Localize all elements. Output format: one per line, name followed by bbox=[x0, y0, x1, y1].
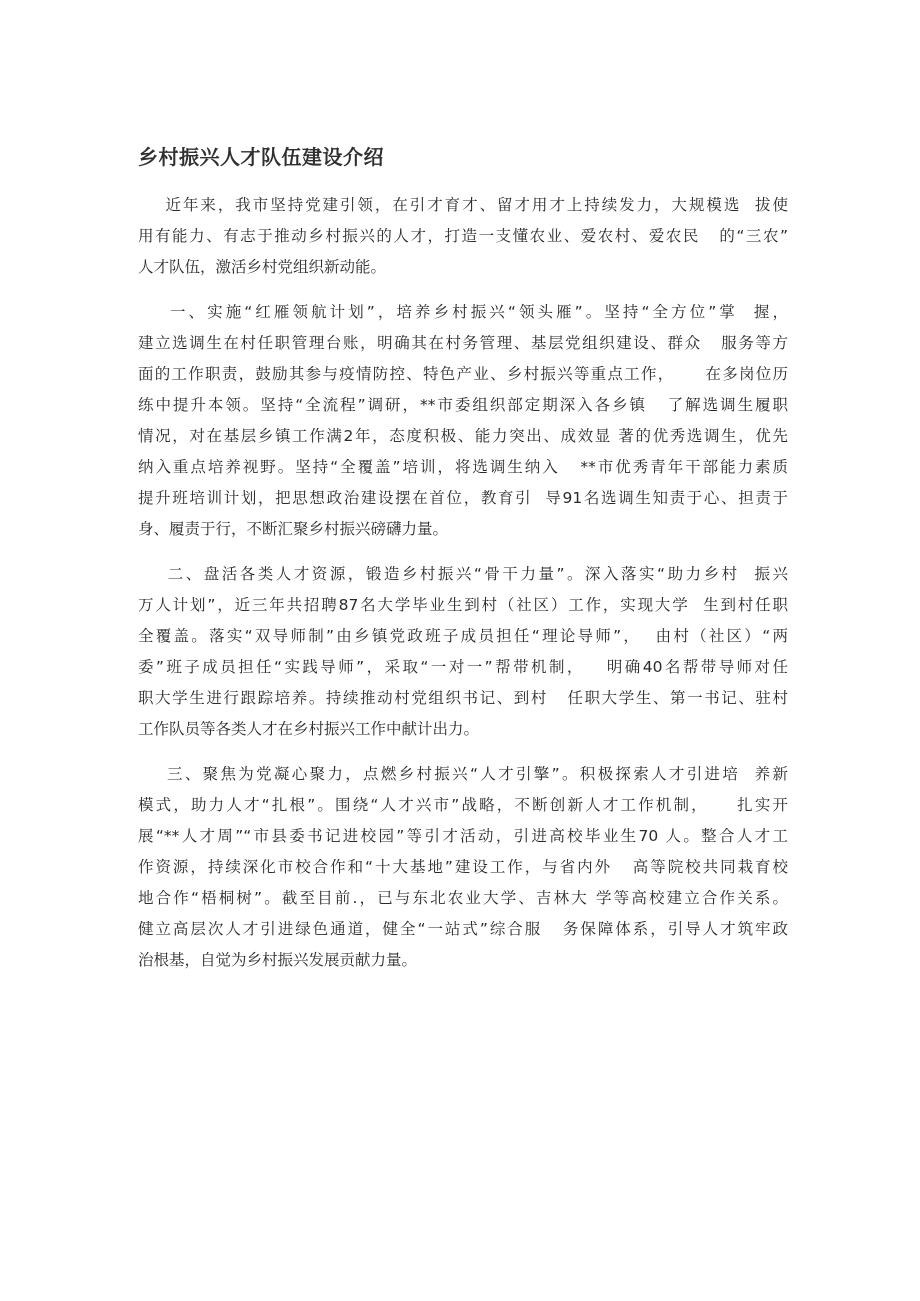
paragraph-line: 纳入重点培养视野。坚持“全覆盖”培训，将选调生纳入 **市优秀青年干部能力素质 bbox=[138, 458, 788, 476]
paragraph-line: 情况，对在基层乡镇工作满2年，态度积极、能力突出、成效显 著的优秀选调生，优先 bbox=[138, 427, 788, 445]
paragraph-line: 三、聚焦为党凝心聚力，点燃乡村振兴“人才引擎”。积极探索人才引进培 养新 bbox=[138, 765, 788, 783]
paragraph-line: 面的工作职责，鼓励其参与疫情防控、特色产业、乡村振兴等重点工作， 在多岗位历 bbox=[138, 365, 788, 383]
paragraph bbox=[138, 297, 788, 545]
paragraph-line: 练中提升本领。坚持“全流程”调研，**市委组织部定期深入各乡镇 了解选调生履职 bbox=[138, 396, 788, 414]
paragraph-line: 身、履责于行，不断汇聚乡村振兴磅礴力量。 bbox=[138, 520, 449, 538]
paragraph-line: 人才队伍，激活乡村党组织新动能。 bbox=[138, 258, 387, 276]
paragraph-line: 一、实施“红雁领航计划”，培养乡村振兴“领头雁”。坚持“全方位”掌 握， bbox=[138, 303, 788, 321]
paragraph-line: 工作队员等各类人才在乡村振兴工作中献计出力。 bbox=[138, 720, 480, 738]
paragraph bbox=[138, 559, 788, 745]
document-body bbox=[138, 190, 788, 990]
paragraph-line: 万人计划”，近三年共招聘87名大学毕业生到村（社区）工作，实现大学 生到村任职 bbox=[138, 596, 788, 614]
paragraph-line: 近年来，我市坚持党建引领，在引才育才、留才用才上持续发力，大规模选 拔使 bbox=[138, 196, 788, 214]
paragraph-line: 健立高层次人才引进绿色通道，健全“一站式”综合服 务保障体系，引导人才筑牢政 bbox=[138, 920, 788, 938]
paragraph-line: 作资源，持续深化市校合作和“十大基地”建设工作，与省内外 高等院校共同栽育校 bbox=[138, 858, 788, 876]
paragraph-line: 治根基，自觉为乡村振兴发展贡献力量。 bbox=[138, 951, 418, 969]
document-title: 乡村振兴人才队伍建设介绍 bbox=[138, 145, 384, 169]
paragraph bbox=[138, 759, 788, 976]
paragraph-line: 建立选调生在村任职管理台账，明确其在村务管理、基层党组织建设、群众 服务等方 bbox=[138, 334, 788, 352]
paragraph-line: 二、盘活各类人才资源，锻造乡村振兴“骨干力量”。深入落实“助力乡村 振兴 bbox=[138, 565, 788, 583]
paragraph-line: 职大学生进行跟踪培养。持续推动村党组织书记、到村 任职大学生、第一书记、驻村 bbox=[138, 689, 788, 707]
paragraph-line: 提升班培训计划，把思想政治建设摆在首位，教育引 导91名选调生知责于心、担责于 bbox=[138, 489, 788, 507]
paragraph-line: 委”班子成员担任“实践导师”，采取“一对一”帮带机制， 明确40名帮带导师对任 bbox=[138, 658, 788, 676]
paragraph-line: 用有能力、有志于推动乡村振兴的人才，打造一支懂农业、爱农村、爱农民 的“三农” bbox=[138, 227, 789, 245]
paragraph-line: 地合作“梧桐树”。截至目前.，已与东北农业大学、吉林大 学等高校建立合作关系。 bbox=[138, 889, 788, 907]
paragraph-line: 展“**人才周”“市县委书记进校园”等引才活动，引进高校毕业生70 人。整合人才工 bbox=[138, 827, 788, 845]
paragraph-line: 全覆盖。落实“双导师制”由乡镇党政班子成员担任“理论导师”， 由村（社区）“两 bbox=[138, 627, 788, 645]
paragraph-line: 模式，助力人才“扎根”。围绕“人才兴市”战略，不断创新人才工作机制， 扎实开 bbox=[138, 796, 788, 814]
paragraph bbox=[138, 190, 788, 283]
